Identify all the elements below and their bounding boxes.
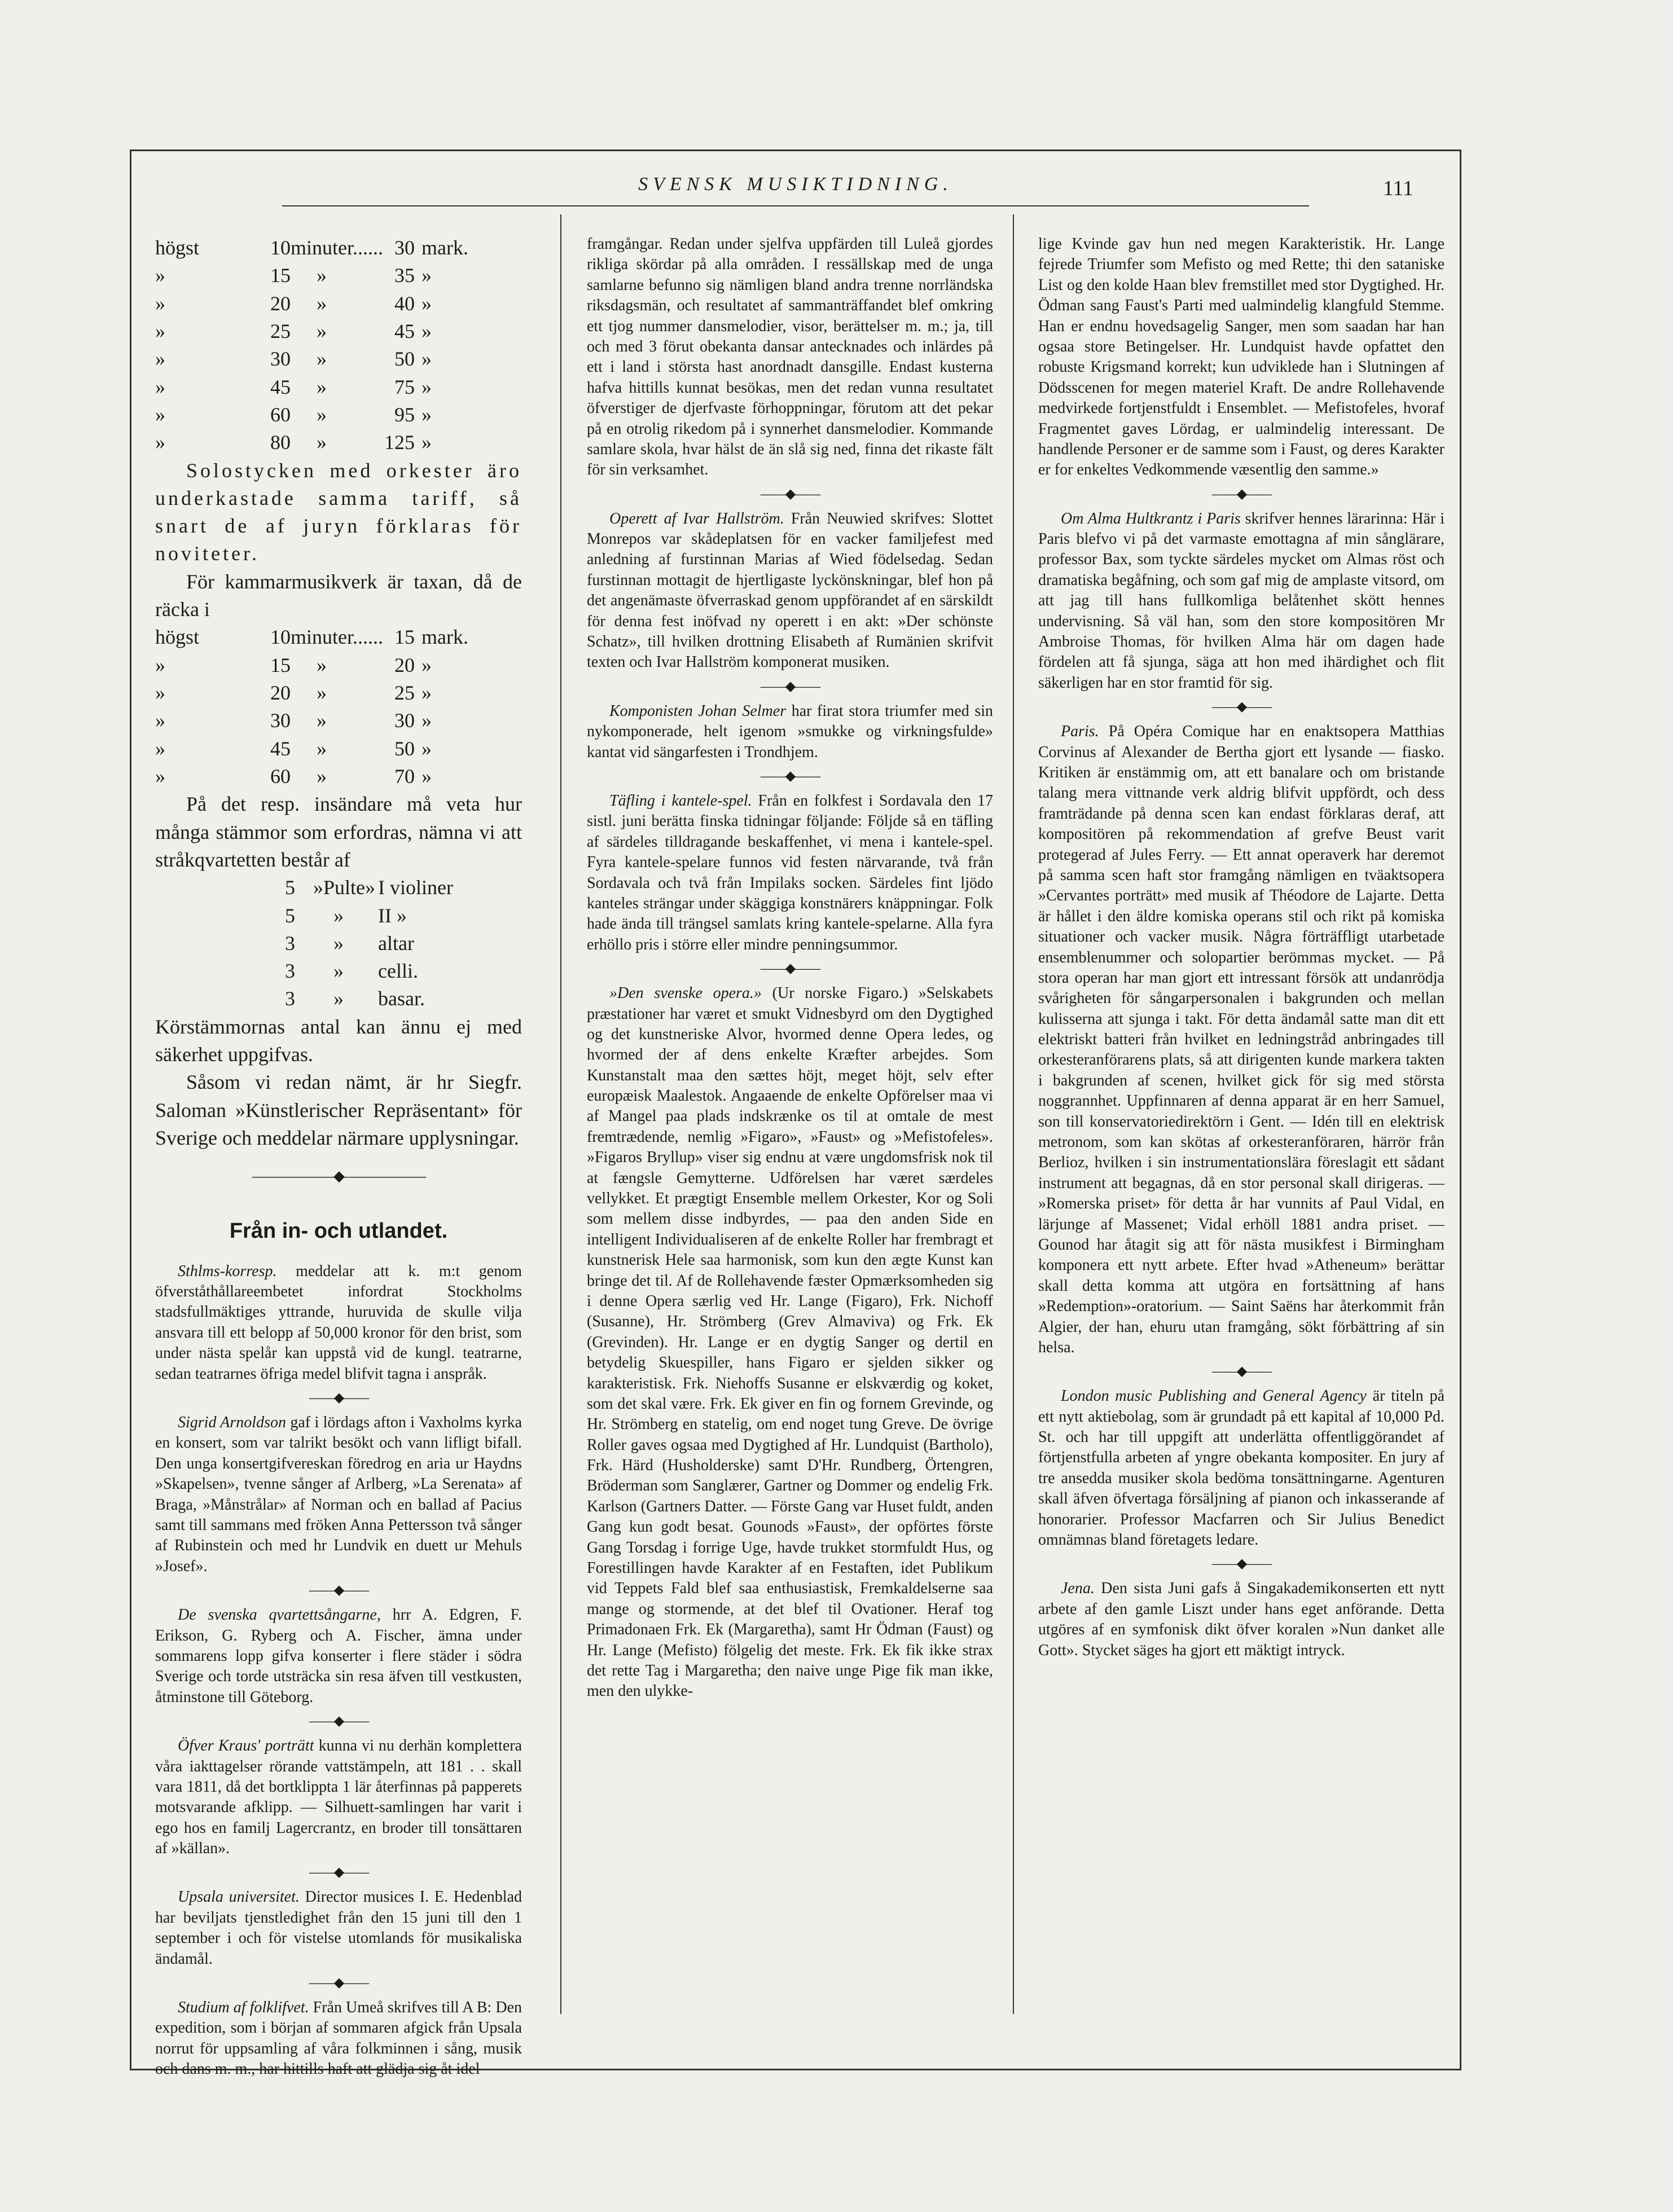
- tariff-cell: »: [155, 375, 165, 398]
- item-divider: ——◆——: [760, 486, 820, 502]
- tariff-cell: »: [421, 737, 432, 760]
- string-part-row: [155, 985, 522, 1013]
- tariff-cell: högst: [155, 626, 200, 649]
- divider-ornament: ——————◆——————: [252, 1168, 425, 1185]
- string-part-name: altar: [378, 931, 414, 955]
- news-item-lead: Paris.: [1061, 723, 1099, 741]
- tariff-cell: »: [317, 348, 327, 371]
- column-rule-1: [560, 214, 561, 2014]
- news-item-lead: Täfling i kantele-spel.: [609, 791, 752, 810]
- tariff-row: [155, 652, 522, 679]
- tariff-cell: »: [317, 375, 327, 398]
- news-item-paragraph: [1038, 1386, 1444, 1550]
- column-1: [155, 234, 522, 2078]
- tariff-cell: »: [421, 764, 432, 788]
- kor-text: Körstämmornas antal kan ännu ej med säkerhet uppgifvas.: [155, 1015, 522, 1066]
- orchestra-tariff-table: [155, 234, 522, 457]
- tariff-cell: »: [155, 264, 165, 287]
- news-item-lead: Jena.: [1061, 1580, 1095, 1598]
- tariff-row: [155, 763, 522, 790]
- tariff-cell: minuter......: [291, 236, 383, 259]
- tariff-cell: 30: [270, 348, 291, 371]
- news-item-body: Den sista Juni gafs å Singakademikonserten ett nytt arbete af den gamle Liszt under hans eget anförande. Detta utgöres af en symfonisk dikt öfver koralen »Nun danket alle Gott». Stycket säges ha gjort ett mäktigt intryck.: [1038, 1580, 1444, 1659]
- tariff-cell: »: [421, 348, 432, 371]
- column-3: [1038, 234, 1444, 2053]
- string-part-count: 3: [285, 931, 295, 955]
- news-item-lead: Sigrid Arnoldson: [178, 1414, 286, 1432]
- tariff-cell: 45: [270, 375, 291, 398]
- news-item-paragraph: [155, 1887, 522, 1969]
- tariff-cell: »: [317, 403, 327, 426]
- string-part-name: II »: [378, 904, 407, 927]
- stamm-text: På det resp. insändare må veta hur många stämmor som erfordras, nämna vi att stråkqvartetten består af: [155, 793, 522, 871]
- news-items-col2: [587, 234, 993, 1702]
- tariff-cell: »: [155, 737, 165, 760]
- string-parts-list: [155, 874, 522, 1013]
- section-heading: Från in- och utlandet.: [229, 1219, 448, 1243]
- tariff-row: [155, 318, 522, 345]
- tariff-cell: 75: [394, 375, 415, 398]
- tariff-cell: 30: [394, 236, 415, 259]
- tariff-cell: »: [421, 375, 432, 398]
- tariff-cell: 10: [270, 626, 291, 649]
- tariff-cell: »: [155, 319, 165, 342]
- item-divider: ——◆——: [760, 679, 820, 694]
- tariff-cell: »: [421, 264, 432, 287]
- kammar-paragraph: [155, 568, 522, 624]
- news-item: [1038, 1578, 1444, 1661]
- news-item-body: kunna vi nu derhän komplettera våra iakttagelser rörande vattstämpeln, att 181 . . skall vara 1811, då det bortklippta 1 lär återfinnas på papperets motsvarande afklipp. — Silhuett-samlingen har varit i ego hos en familj Lagercrantz, en broder till tonsättaren af »källan».: [155, 1737, 522, 1858]
- news-item-paragraph: [587, 701, 993, 763]
- column-rule-2: [1013, 214, 1014, 2014]
- news-item-body: gaf i lördags afton i Vaxholms kyrka en konsert, som var talrikt besökt och vann lifligt bifall. Den unga konsertgifvereskan föredrog en aria ur Haydns »Skapelsen», tvenne sånger af Arlberg, »La Serenata» af Braga, »Månstrålar» af Norman och en ballad af Pacius samt till sammans med fröken Anna Pettersson två sånger af Rubinstein och med hr Lundvik en duett ur Mehuls »Josef».: [155, 1414, 522, 1575]
- news-item-paragraph: [587, 234, 993, 481]
- string-part-row: [155, 902, 522, 930]
- string-part-count: 3: [285, 960, 295, 983]
- header-rule: [282, 205, 1309, 206]
- string-part-name: basar.: [378, 987, 425, 1010]
- news-item-lead: Upsala universitet.: [178, 1888, 300, 1906]
- item-divider: ——◆——: [309, 1865, 368, 1880]
- tariff-cell: minuter......: [291, 626, 383, 649]
- item-divider: ——◆——: [309, 1714, 368, 1729]
- tariff-row: [155, 401, 522, 429]
- tariff-cell: »: [155, 292, 165, 315]
- tariff-cell: 35: [394, 264, 415, 287]
- kor-paragraph: [155, 1013, 522, 1069]
- item-divider: ——◆——: [760, 768, 820, 784]
- news-item-body: Director musices I. E. Hedenblad har beviljats tjenstledighet från den 15 juni till den 1 september i och för vistelse utomlands för musikaliska ändamål.: [155, 1888, 522, 1968]
- tariff-cell: »: [421, 709, 432, 732]
- tariff-cell: 10: [270, 236, 291, 259]
- tariff-cell: 50: [394, 348, 415, 371]
- string-part-row: [155, 930, 522, 957]
- item-divider: ——◆——: [309, 1976, 368, 1991]
- tariff-cell: 15: [270, 264, 291, 287]
- tariff-row: [155, 707, 522, 735]
- tariff-cell: 80: [270, 431, 291, 454]
- tariff-row: [155, 623, 522, 651]
- item-divider: ——◆——: [1211, 700, 1271, 715]
- tariff-row: [155, 679, 522, 707]
- tariff-cell: »: [317, 737, 327, 760]
- news-item: [587, 509, 993, 673]
- tariff-cell: 20: [270, 681, 291, 704]
- string-part-count: 3: [285, 987, 295, 1010]
- news-item: [155, 1413, 522, 1577]
- tariff-cell: 70: [394, 764, 415, 788]
- news-item-paragraph: [155, 1998, 522, 2080]
- news-item-lead: Sthlms-korresp.: [178, 1262, 277, 1280]
- news-item-paragraph: [1038, 722, 1444, 1358]
- tariff-cell: 60: [270, 764, 291, 788]
- news-item-paragraph: [587, 983, 993, 1702]
- string-part-row: [155, 874, 522, 901]
- news-item: [155, 1261, 522, 1384]
- news-items-col3: [1038, 234, 1444, 1661]
- news-item: [1038, 234, 1444, 481]
- item-divider: ——◆——: [1211, 1556, 1271, 1572]
- string-part-name: I violiner: [378, 876, 453, 899]
- tariff-cell: »: [421, 431, 432, 454]
- kammar-text: För kammarmusikverk är taxan, då de räcka i: [155, 570, 522, 621]
- news-item-body: skrifver hennes lärarinna: Här i Paris blefvo vi på det varmaste emottagna af min sånglärare, professor Bax, som tyckte särdeles mycket om Almas röst och dramatiska begåfning, och som gaf mig de amplaste vitsord, om att jag till hans fullkomliga belåtenhet skött hennes undervisning. Så väl han, som den store kompositören Mr Ambroise Thomas, för hvilken Alma här om dagen hade fördelen att få sjunga, säga att hon med ihärdighet och flit säkerligen har en stor framtid för sig.: [1038, 509, 1444, 692]
- news-item-body: Från Umeå skrifves till A B: Den expedition, som i början af sommaren afgick från Upsala norrut för uppsamling af våra folkminnen i sång, musik och dans m. m., har hittills haft att glädja sig åt idel: [155, 1999, 522, 2078]
- tariff-cell: 15: [270, 653, 291, 676]
- tariff-cell: »: [317, 764, 327, 788]
- tariff-cell: 125: [384, 431, 415, 454]
- tariff-cell: »: [317, 681, 327, 704]
- tariff-row: [155, 234, 522, 262]
- news-item-body: har firat stora triumfer med sin nykomponerade, helt igenom »smukke og virkningsfulde» kantat vid sängarfesten i Trondhjem.: [587, 702, 993, 761]
- tariff-row: [155, 429, 522, 456]
- news-item-lead: Komponisten Johan Selmer: [609, 702, 787, 720]
- string-part-row: [155, 957, 522, 985]
- tariff-cell: »: [317, 292, 327, 315]
- chamber-tariff-table: [155, 623, 522, 790]
- string-part-count: 5: [285, 904, 295, 927]
- tariff-cell: 30: [270, 709, 291, 732]
- news-item-paragraph: [155, 1605, 522, 1708]
- tariff-cell: »: [317, 431, 327, 454]
- news-item: [1038, 722, 1444, 1358]
- page-number: 111: [1382, 177, 1413, 200]
- journal-title: SVENSK MUSIKTIDNING.: [638, 174, 953, 195]
- news-item-body: Från Neuwied skrifves: Slottet Monrepos var skådeplatsen för en vacker familjefest med anledning af furstinnan Marias af Wied födelsedag. Sedan furstinnan mottagit de hjertligaste lyckönskningar, blef hon på det angenämaste öfverraskad genom uppförandet af en särskildt för denna fest inöfvad ny operett i en akt: »Der schönste Schatz», till hvilken drottning Elisabeth af Rumänien skrifvit texten och Ivar Hallström komponerat musiken.: [587, 509, 993, 671]
- tariff-cell: »: [421, 653, 432, 676]
- solo-text: Solostycken med orkester äro underkastade samma tariff, så snart de af juryn förklaras för noviteter.: [155, 459, 522, 565]
- tariff-cell: »: [421, 681, 432, 704]
- tariff-cell: »: [317, 319, 327, 342]
- tariff-cell: 30: [394, 709, 415, 732]
- news-item-paragraph: [1038, 509, 1444, 694]
- tariff-cell: 25: [394, 681, 415, 704]
- tariff-cell: »: [421, 292, 432, 315]
- string-part-name: celli.: [378, 960, 418, 983]
- news-item-lead: Öfver Kraus' porträtt: [178, 1737, 314, 1755]
- news-item-lead: De svenska qvartettsångarne,: [178, 1606, 381, 1624]
- tariff-cell: »: [421, 403, 432, 426]
- page-header: [130, 169, 1461, 214]
- tariff-cell: »: [317, 709, 327, 732]
- tariff-row: [155, 345, 522, 373]
- tariff-cell: 20: [270, 292, 291, 315]
- news-item: [1038, 509, 1444, 694]
- tariff-cell: 45: [270, 737, 291, 760]
- news-item-body: meddelar att k. m:t genom öfverståthållareembetet infordrat Stockholms stadsfullmäktiges yttrande, huruvida de skulle vilja ansvara till ett belopp af 50,000 kronor för den brist, som under nästa spelår kan uppstå vid de kungl. teatrarne, sedan teatrarnes öfriga medel blifvit tagna i anspråk.: [155, 1262, 522, 1383]
- saloman-text: Såsom vi redan nämt, är hr Siegfr. Saloman »Künstlerischer Repräsentant» för Sverige och meddelar närmare upplysningar.: [155, 1071, 522, 1149]
- string-part-unit: »Pulte»: [313, 876, 376, 899]
- news-item: [587, 234, 993, 481]
- tariff-cell: 40: [394, 292, 415, 315]
- tariff-cell: mark.: [421, 626, 468, 649]
- tariff-row: [155, 735, 522, 763]
- tariff-cell: »: [155, 431, 165, 454]
- news-item-paragraph: [155, 1736, 522, 1859]
- news-item-paragraph: [155, 1261, 522, 1384]
- news-item-paragraph: [587, 791, 993, 955]
- news-item: [155, 1736, 522, 1859]
- news-item-body: Från en folkfest i Sordavala den 17 sistl. juni berätta finska tidningar följande: Följde så en täfling af särdeles tilldragande beskaffenhet, vi mena i kantele-spel. Fyra kantele-spelare funnos vid festen närvarande, två från Sordavala och två från Impilaks socken. Särdeles fint ljödo kanteles strängar under skäggiga konstnärers knäppningar. Folk hade ända till trängsel samlats kring kantele-spelarne. Alla fyra erhöllo pris i större eller mindre penningsummor.: [587, 791, 994, 953]
- news-item: [587, 701, 993, 763]
- news-item-paragraph: [1038, 234, 1444, 481]
- news-item-paragraph: [1038, 1578, 1444, 1661]
- tariff-cell: »: [155, 709, 165, 732]
- news-item-body: hrr A. Edgren, F. Erikson, G. Ryberg och A. Fischer, ämna under sommarens lopp gifva konserter i flere städer i södra Sverige och torde utsträcka sin resa äfven till vestkusten, åtminstone till Göteborg.: [155, 1606, 522, 1706]
- tariff-cell: »: [317, 264, 327, 287]
- news-item: [155, 1605, 522, 1708]
- news-item-body: På Opéra Comique har en enaktsopera Matthias Corvinus af Alexander de Bertha gjort ett lysande — fiasko. Kritiken är enstämmig om, att ett banalare och om bristande talang mera vittnande verk aldrig blifvit uppfördt, och dess framträdande på denna scen kan endast förklaras deraf, att kompositören på rekommendation af grefve Beust varit protegerad af Jules Ferry. — Ett annat operaverk har deremot på samma scen haft stor framgång nämligen en tväaktsopera »Cervantes porträtt» med musik af Théodore de Lajarte. Detta är hållet i den äldre komiska operans stil och rikt på komiska situationer och vacker musik. Några förträffligt utarbetade ensemblenummer och solopartier berömmas mycket. — På stora operan har man gjort ett intressant försök att undanrödja svårigheten för sångarpersonalen i bakgrunden och mellan kulisserna att sjunga i takt. För detta ändamål satte man dit ett elektriskt batteri från hvilket en ledningstråd anbringades till orkesteranförarens plats, så att dirigenten kunde markera takten i bakgrunden af scenen, hvilket gick för sig med största noggrannhet. Uppfinnaren af denna apparat är en herr Samuel, son till konservatoriedirektörn i Gent. — Idén till en elektrisk metronom, som kan skötas af orkesteranföraren, härrör från Berlioz, hvilken i sin instrumentationslära föreslagit ett sådant instrument att begagnas, då en stor personal skall dirigeras. — »Romerska priset» för detta år har vunnits af Paul Vidal, en lärjunge af Massenet; Vidal erhöll 1881 andra priset. — Gounod har åtagit sig att för nästa musikfest i Birmingham komponera ett nytt arbete. Efter hvad »Atheneum» berättar skall detta komma att utgöra en fortsättning af hans »Redemption»-oratorium. — Saint Saëns har återkommit från Algier, der han, ehuru utan framgång, sökt förbättring af sin helsa.: [1038, 723, 1444, 1356]
- tariff-cell: »: [421, 319, 432, 342]
- tariff-row: [155, 373, 522, 401]
- tariff-cell: »: [317, 653, 327, 676]
- news-item-paragraph: [155, 1413, 522, 1577]
- news-item: [155, 1887, 522, 1969]
- column-2: [587, 234, 993, 2053]
- stamm-paragraph: [155, 790, 522, 874]
- tariff-cell: »: [155, 653, 165, 676]
- string-part-unit: »: [333, 904, 344, 927]
- tariff-cell: 95: [394, 403, 415, 426]
- tariff-cell: högst: [155, 236, 200, 259]
- item-divider: ——◆——: [760, 961, 820, 977]
- news-item-body: är titeln på ett nytt aktiebolag, som är grundadt på ett kapital af 10,000 Pd. St. och har till uppgift att underlätta offentliggörandet af förtjenstfulla arbeten af yngre obekanta kompositer. En jury af tre ansedda musiker skola bedöma tonsättningarne. Agenturen skall äfven öfvertaga försäljning af pianon och inkasserande af honorarier. Professor Macfarren och Sir Julius Benedict omnämnas bland företagets ledare.: [1038, 1387, 1445, 1549]
- news-item-lead: Operett af Ivar Hallström.: [609, 509, 784, 527]
- tariff-cell: 60: [270, 403, 291, 426]
- news-item: [1038, 1386, 1444, 1550]
- news-item-body: lige Kvinde gav hun ned megen Karakteristik. Hr. Lange fejrede Triumfer som Mefisto og med Rette; thi den sataniske List og den kolde Haan blev fremstillet med stor Dygtighed. Hr. Ödman sang Faust's Parti med ualmindelig klangfuld Stemme. Han er endnu hovedsagelig Sanger, men som saadan har han ogsaa store Betingelser. Hr. Lundquist havde opfattet den robuste Krigsmand korrekt; kun udviklede han i Slutningen af Dödsscenen for megen materiel Kraft. De andre Rollehavende medvirkede fortjenstfuldt i Ensemblet. — Mefistofeles, hvoraf Fragmentet gaves Lördag, er ualmindelig interessant. De handlende Personer er de samme som i Faust, og deres Karakter er for enkeltes Vedkommende væsentlig den samme.»: [1038, 235, 1444, 479]
- string-part-unit: »: [333, 931, 344, 955]
- tariff-cell: mark.: [421, 236, 468, 259]
- news-item-lead: Studium af folklifvet.: [178, 1999, 309, 2017]
- string-part-unit: »: [333, 987, 344, 1010]
- news-item: [587, 983, 993, 1702]
- saloman-paragraph: [155, 1068, 522, 1152]
- tariff-cell: »: [155, 681, 165, 704]
- tariff-cell: 45: [394, 319, 415, 342]
- news-item: [587, 791, 993, 955]
- news-item-lead: Om Alma Hultkrantz i Paris: [1061, 509, 1241, 527]
- string-part-unit: »: [333, 960, 344, 983]
- news-item: [155, 1998, 522, 2080]
- string-part-count: 5: [285, 876, 295, 899]
- news-item-paragraph: [587, 509, 993, 673]
- tariff-cell: 15: [394, 626, 415, 649]
- solo-paragraph: [155, 457, 522, 568]
- news-item-lead: London music Publishing and General Agency: [1061, 1387, 1367, 1405]
- item-divider: ——◆——: [1211, 486, 1271, 502]
- news-items-col1: [155, 1261, 522, 2080]
- tariff-row: [155, 290, 522, 318]
- news-item-lead: »Den svenske opera.»: [609, 984, 762, 1002]
- news-item-body: (Ur norske Figaro.) »Selskabets præstationer har været et smukt Vidnesbyrd om den Dygtighed og det kunstneriske Alvor, hvormed denne Opera ledes, og hvormed der af dens enkelte Kræfter arbejdes. Som Kunstanstalt maa den sættes höjt, meget höjt, selv efter europæisk Maalestok. Angaaende de enkelte Opförelser maa vi af Mangel paa plads indskrænke os til at omtale de mest fremtrædende, nemlig »Figaro», »Faust» og »Mefistofeles». »Figaros Bryllup» viser sig endnu at være ungdomsfrisk nok til at fængsle Gemytterne. Udförelsen har været særdeles vellykket. Et prægtigt Ensemble mellem Orkester, Kor og Soli som mellem disse indbyrdes, — paa den anden Side en intelligent Individualiseren af de enkelte Roller har frembragt et kunstnerisk Hele saa harmonisk, som kun den ægte Kunst kan bringe det til. Af de Rollehavende fæster Opmærksomheden sig i denne Opera særlig ved Hr. Lange (Figaro), Frk. Nichoff (Susanne), Hr. Strömberg (Grev Almaviva) og Frk. Ek (Grevinden). Hr. Lange er en dygtig Sanger og dertil en betydelig Skuespiller, hans Figaro er sjelden sikker og karakteristisk. Frk. Niehoffs Susanne er elskværdig og koket, som det skal være. Frk. Ek giver en fin og fornem Grevinde, og Hr. Strömberg en statelig, om end noget tung Greve. De övrige Roller gaves ogsaa med Dygtighed af Hr. Lundquist (Bartholo), Frk. Härd (Husholderske) samt D'Hr. Rundberg, Örtengren, Bröderman som Sanglærer, Gartner og Dommer og endelig Frk. Karlson (Gartners Datter. — Förste Gang var Huset fuldt, anden Gang kun godt besat. Gounods »Faust», der opförtes förste Gang Torsdag i forrige Uge, havde trukket stormfuldt Hus, og Forestillingen havde Karakter af en Festaften, idet Publikum vid Teppets Fald blef saa enthusiastisk, Fremkaldelserne saa mange og stormende, at det blef til Ovationer. Heraf tog Primadonaen Frk. Ek (Margaretha), samt Hr Ödman (Faust) og Hr. Lange (Mefisto) fölgelig det meste. Frk. Ek fik ikke strax det rette Tag i Margaretha; den naive unge Pige fik man ikke, men den ulykke-: [587, 984, 994, 1700]
- news-item-body: framgångar. Redan under sjelfva uppfärden till Luleå gjordes rikliga skördar på alla områden. I ressällskap med de unga samlarne befunno sig nämligen bland andra trenne norrländska riksdagsmän, och resultatet af sammanträffandet blef omkring ett tjog nummer dansmelodier, visor, berättelser m. m.; ja, till och med 3 förut obekanta dansar antecknades och inlärdes på ett i land i största hast anordnadt dansgille. Endast kusterna hafva hittills kunnat besökas, men det redan vunna resultatet öfverstiger de djerfvaste förhoppningar, förutom att det pekar på en otrolig rikedom på i synnerhet dansmelodier. Kommande samlare skola, hvar hälst de än slå sig ned, finna det rikaste fält för sin verksamhet.: [587, 235, 993, 479]
- tariff-cell: »: [155, 403, 165, 426]
- tariff-cell: 25: [270, 319, 291, 342]
- item-divider: ——◆——: [1211, 1364, 1271, 1379]
- tariff-cell: »: [155, 764, 165, 788]
- item-divider: ——◆——: [309, 1391, 368, 1406]
- tariff-cell: 20: [394, 653, 415, 676]
- tariff-cell: 50: [394, 737, 415, 760]
- tariff-cell: »: [155, 348, 165, 371]
- tariff-row: [155, 262, 522, 289]
- item-divider: ——◆——: [309, 1583, 368, 1598]
